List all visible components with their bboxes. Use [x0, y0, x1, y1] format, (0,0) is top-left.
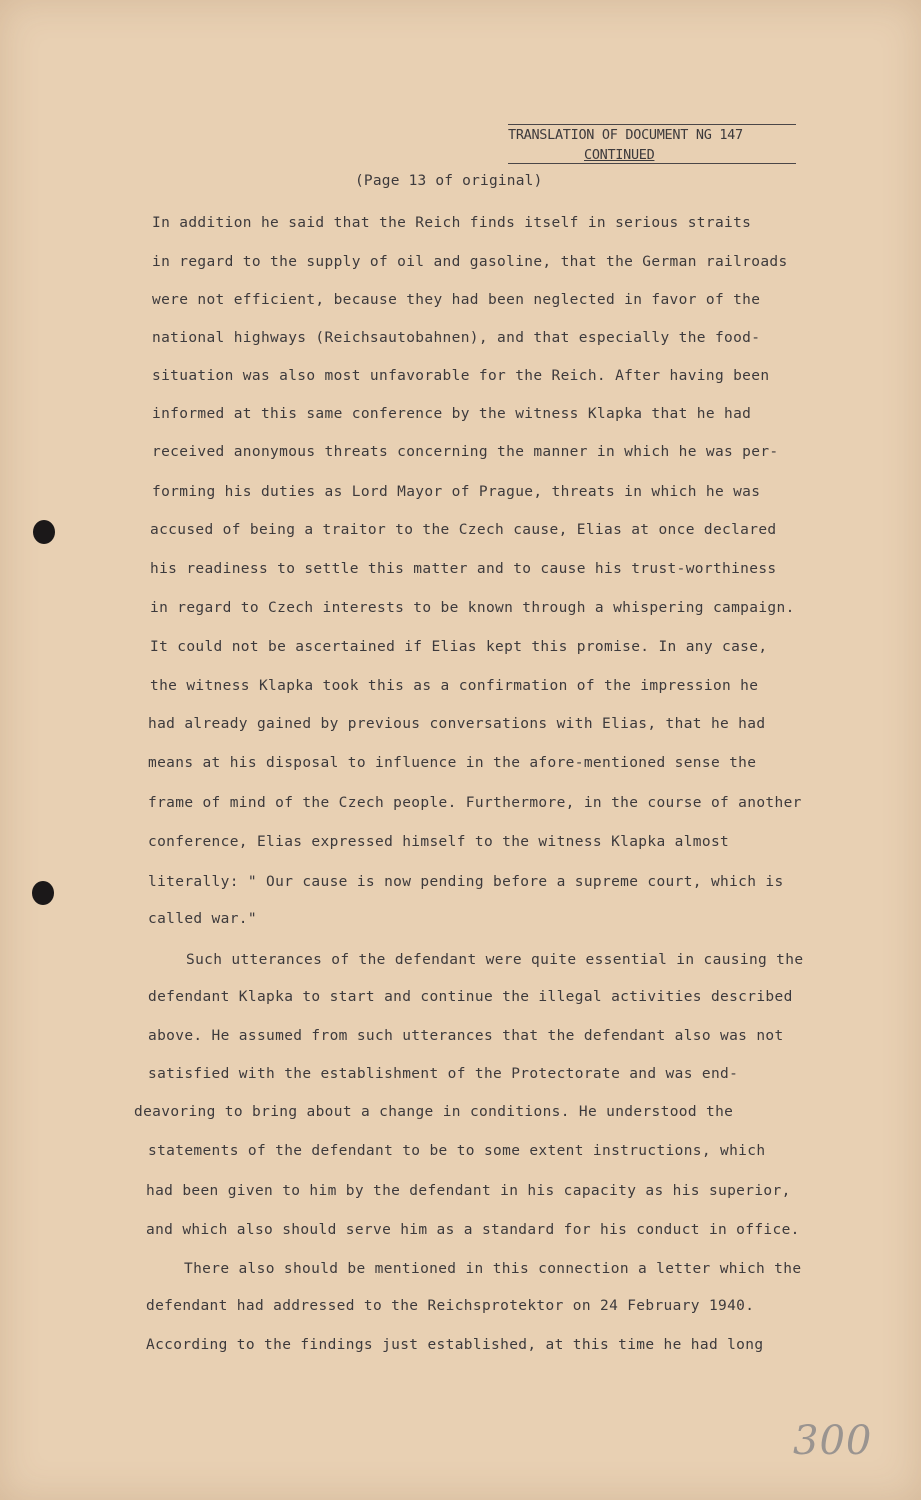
- text-line: and which also should serve him as a standard for his conduct in office.: [146, 1222, 800, 1238]
- punch-hole: [33, 520, 55, 544]
- text-line: national highways (Reichsautobahnen), and that especially the food-: [152, 330, 761, 346]
- text-line: deavoring to bring about a change in conditions. He understood the: [134, 1104, 734, 1120]
- text-line: There also should be mentioned in this connection a letter which the: [184, 1261, 802, 1277]
- header-rule: [508, 163, 796, 164]
- text-line: in regard to the supply of oil and gasoline, that the German railroads: [152, 254, 788, 270]
- text-line: had been given to him by the defendant in his capacity as his superior,: [146, 1183, 791, 1199]
- text-line: received anonymous threats concerning the manner in which he was per-: [152, 444, 779, 460]
- document-header: [508, 124, 796, 165]
- text-line: Such utterances of the defendant were quite essential in causing the: [186, 952, 804, 968]
- text-line: defendant Klapka to start and continue the illegal activities described: [148, 989, 793, 1005]
- header-title-line-1: TRANSLATION OF DOCUMENT NG 147: [508, 124, 796, 145]
- page-reference: (Page 13 of original): [355, 173, 543, 189]
- text-line: the witness Klapka took this as a confirmation of the impression he: [150, 678, 759, 694]
- text-line: were not efficient, because they had been neglected in favor of the: [152, 292, 761, 308]
- header-title-line-2: CONTINUED: [584, 147, 655, 163]
- text-line: According to the findings just established, at this time he had long: [146, 1337, 764, 1353]
- text-line: in regard to Czech interests to be known through a whispering campaign.: [150, 600, 795, 616]
- handwritten-page-number: 300: [793, 1418, 873, 1464]
- text-line: had already gained by previous conversations with Elias, that he had: [148, 716, 766, 732]
- text-line: informed at this same conference by the witness Klapka that he had: [152, 406, 752, 422]
- text-line: situation was also most unfavorable for the Reich. After having been: [152, 368, 770, 384]
- text-line: his readiness to settle this matter and to cause his trust-worthiness: [150, 561, 777, 577]
- punch-hole: [32, 881, 54, 905]
- text-line: It could not be ascertained if Elias kept this promise. In any case,: [150, 639, 768, 655]
- text-line: In addition he said that the Reich finds itself in serious straits: [152, 215, 752, 231]
- text-line: satisfied with the establishment of the Protectorate and was end-: [148, 1066, 739, 1082]
- text-line: above. He assumed from such utterances that the defendant also was not: [148, 1028, 784, 1044]
- text-line: statements of the defendant to be to some extent instructions, which: [148, 1143, 766, 1159]
- text-line: conference, Elias expressed himself to the witness Klapka almost: [148, 834, 730, 850]
- text-line: means at his disposal to influence in the afore-mentioned sense the: [148, 755, 757, 771]
- text-line: accused of being a traitor to the Czech cause, Elias at once declared: [150, 522, 777, 538]
- text-line: called war.": [148, 911, 257, 927]
- text-line: forming his duties as Lord Mayor of Prague, threats in which he was: [152, 484, 761, 500]
- text-line: defendant had addressed to the Reichsprotektor on 24 February 1940.: [146, 1298, 755, 1314]
- text-line: literally: " Our cause is now pending before a supreme court, which is: [148, 874, 784, 890]
- text-line: frame of mind of the Czech people. Furthermore, in the course of another: [148, 795, 802, 811]
